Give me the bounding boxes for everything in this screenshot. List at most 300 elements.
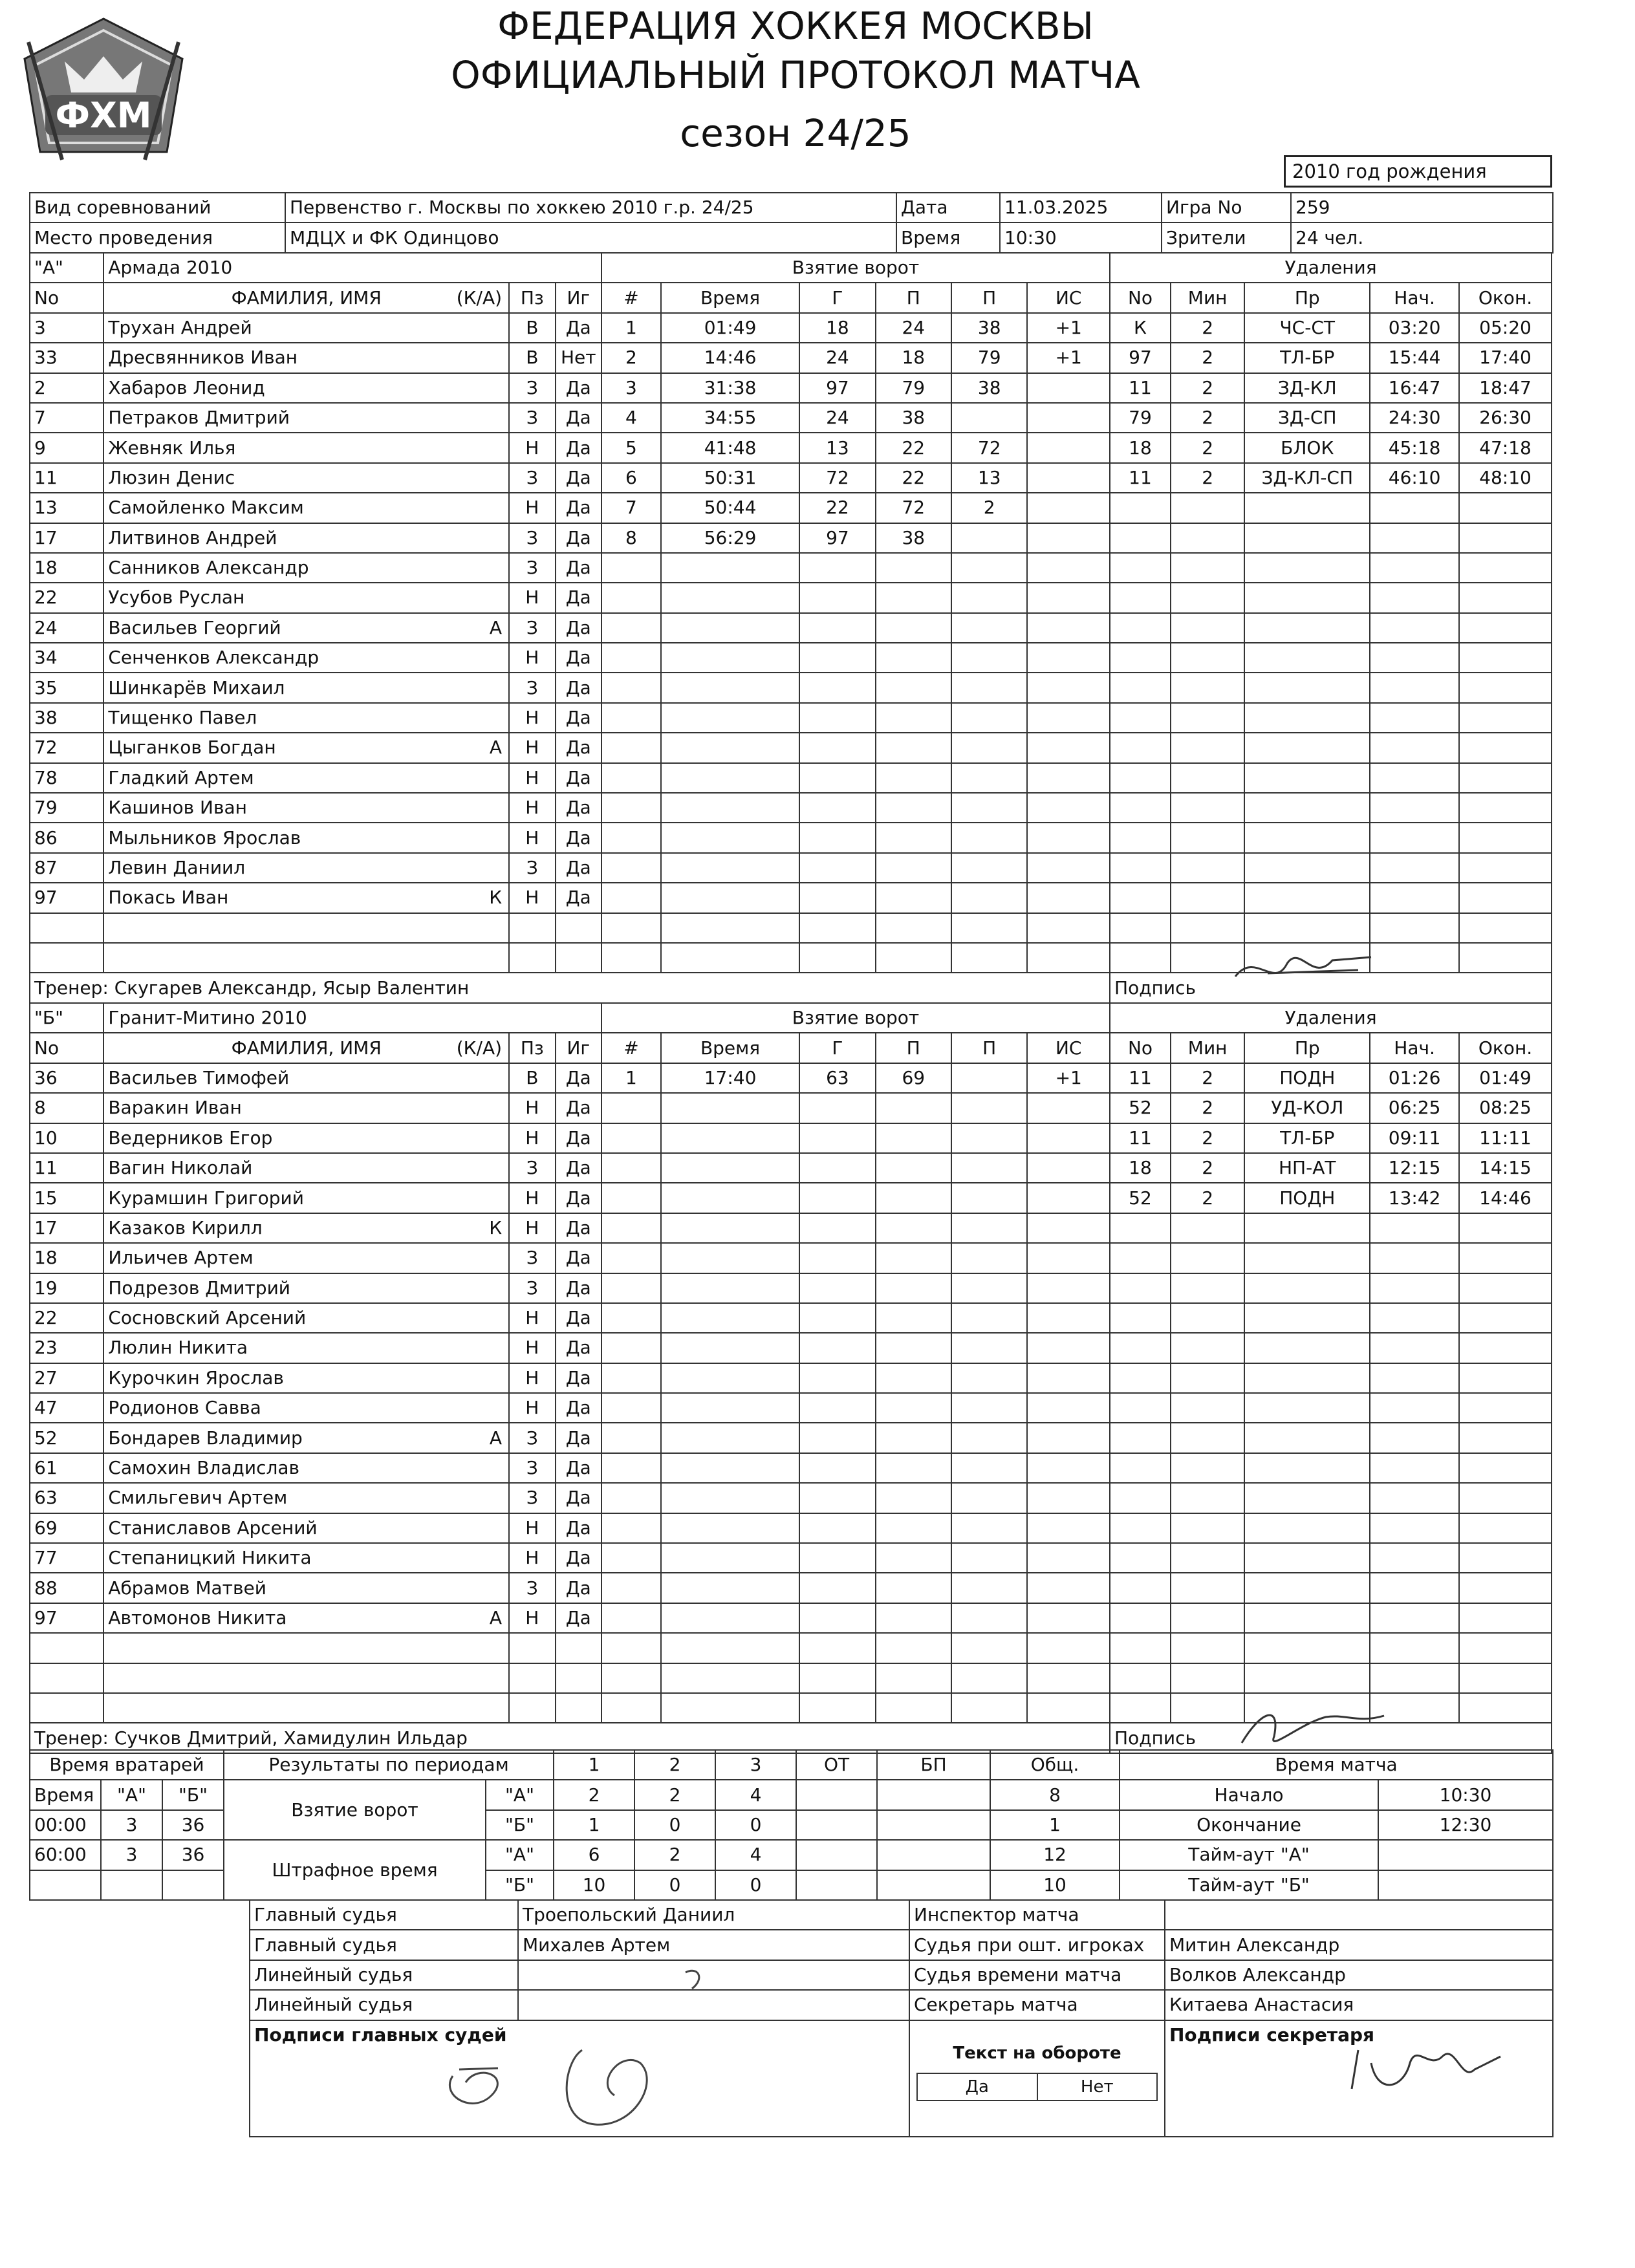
player-name: Автомонов Никита (108, 1607, 287, 1628)
penalty-min (1171, 1573, 1244, 1603)
penalty-min (1171, 823, 1244, 852)
player-name-cell (103, 613, 509, 643)
goal-p1 (876, 1483, 951, 1513)
goal-g (799, 1633, 875, 1663)
player-played: Да (556, 1513, 601, 1543)
goal-n (601, 853, 661, 883)
player-position: З (509, 1243, 555, 1273)
goal-t (661, 1213, 799, 1243)
penalty-e (1459, 1423, 1552, 1453)
goal-p1 (876, 1093, 951, 1123)
goal-p2 (951, 1453, 1027, 1483)
player-name-cell (103, 1663, 509, 1693)
penalty-pr (1244, 1483, 1370, 1513)
goal-g (799, 1153, 875, 1183)
penalty-min: 2 (1171, 463, 1244, 493)
goal-t (661, 1093, 799, 1123)
player-name: Левин Даниил (108, 857, 246, 878)
player-position: Н (509, 1513, 555, 1543)
fhm-logo (19, 16, 188, 168)
end-label: Окончание (1120, 1810, 1378, 1840)
game-value: 259 (1291, 193, 1553, 222)
start-value: 10:30 (1378, 1780, 1553, 1809)
player-played: Да (556, 1393, 601, 1423)
player-number: 34 (30, 643, 103, 673)
goal-g (799, 1393, 875, 1423)
penalty-e (1459, 943, 1552, 973)
player-name: Васильев Георгий (108, 616, 281, 638)
player-name-cell (103, 1153, 509, 1183)
goal-p1 (876, 1513, 951, 1543)
player-name: Курочкин Ярослав (108, 1366, 284, 1388)
player-number: 52 (30, 1423, 103, 1453)
timeout-b-value (1378, 1870, 1553, 1900)
player-name: Хабаров Леонид (108, 376, 265, 398)
inspector-value (1165, 1900, 1553, 1930)
penalty-pr: ПОДН (1244, 1183, 1370, 1213)
player-position: Н (509, 823, 555, 852)
table-row (30, 823, 1552, 852)
player-name: Сосновский Арсений (108, 1307, 307, 1329)
goal-is (1027, 823, 1110, 852)
penalty-pr: БЛОК (1244, 433, 1370, 462)
penalty-s (1370, 1213, 1459, 1243)
player-number: 2 (30, 373, 103, 403)
team-a-table (29, 252, 1552, 1004)
goal-is (1027, 493, 1110, 523)
player-name: Ведерников Егор (108, 1127, 273, 1149)
player-number: 69 (30, 1513, 103, 1543)
goal-p1 (876, 673, 951, 702)
player-name-cell (103, 373, 509, 403)
player-name: Гладкий Артем (108, 766, 254, 788)
penalty-pr (1244, 733, 1370, 762)
penalty-no (1110, 763, 1171, 793)
pen-b-total: 10 (990, 1870, 1120, 1900)
goals-b-total: 1 (990, 1810, 1120, 1840)
player-played: Да (556, 1363, 601, 1393)
timeout-a-label: Тайм-аут "А" (1120, 1840, 1378, 1870)
goal-t: 31:38 (661, 373, 799, 403)
penalty-s (1370, 1633, 1459, 1663)
goal-is (1027, 1603, 1110, 1633)
col-g_num: # (601, 283, 661, 312)
penalty-s (1370, 913, 1459, 943)
player-number: 8 (30, 1093, 103, 1123)
goal-n: 3 (601, 373, 661, 403)
player-position (509, 1663, 555, 1693)
player-played: Да (556, 673, 601, 702)
goal-t: 01:49 (661, 313, 799, 343)
player-position: З (509, 1153, 555, 1183)
penalty-e (1459, 913, 1552, 943)
penalty-pr (1244, 1243, 1370, 1273)
player-played: Да (556, 1243, 601, 1273)
player-played: Да (556, 1183, 601, 1213)
back-text-yes[interactable]: Да (918, 2074, 1038, 2100)
player-role: А (489, 1607, 503, 1628)
goal-p1 (876, 943, 951, 973)
penalty-e: 05:20 (1459, 313, 1552, 343)
goal-p2 (951, 1063, 1027, 1093)
penalty-e (1459, 763, 1552, 793)
goal-p1 (876, 613, 951, 643)
player-number (30, 1663, 103, 1693)
penalty-s (1370, 943, 1459, 973)
player-number: 22 (30, 583, 103, 612)
penalty-e (1459, 733, 1552, 762)
player-played: Да (556, 1093, 601, 1123)
ref-signatures-label: Подписи главных судей (250, 2020, 909, 2137)
goal-g: 63 (799, 1063, 875, 1093)
goal-p2 (951, 643, 1027, 673)
penalty-pr (1244, 1333, 1370, 1363)
player-number: 86 (30, 823, 103, 852)
penalty-no (1110, 1273, 1171, 1303)
player-played: Да (556, 373, 601, 403)
player-name-cell (103, 1333, 509, 1363)
goal-is (1027, 1393, 1110, 1423)
goal-is (1027, 1573, 1110, 1603)
penalty-s (1370, 1423, 1459, 1453)
player-name: Петраков Дмитрий (108, 407, 290, 429)
penalty-min (1171, 763, 1244, 793)
goal-p2 (951, 943, 1027, 973)
penalty-no (1110, 1513, 1171, 1543)
goals-a-p3: 4 (715, 1780, 796, 1809)
table-row (30, 1303, 1552, 1333)
goal-p1 (876, 583, 951, 612)
goal-p2 (951, 823, 1027, 852)
penalty-pr: УД-КОЛ (1244, 1093, 1370, 1123)
goal-p2 (951, 1423, 1027, 1453)
penalty-pr (1244, 553, 1370, 583)
player-position: Н (509, 493, 555, 523)
goal-g (799, 643, 875, 673)
player-name-cell (103, 883, 509, 913)
player-played: Нет (556, 343, 601, 373)
table-row (30, 643, 1552, 673)
player-played: Да (556, 1423, 601, 1453)
penalty-min (1171, 553, 1244, 583)
summary-table (29, 1749, 1554, 1901)
player-played: Да (556, 1573, 601, 1603)
col-ig: Иг (556, 1033, 601, 1063)
penalty-e: 17:40 (1459, 343, 1552, 373)
penalty-no (1110, 883, 1171, 913)
penalty-s: 09:11 (1370, 1123, 1459, 1153)
player-number: 38 (30, 703, 103, 733)
goal-g: 13 (799, 433, 875, 462)
penalty-no (1110, 1363, 1171, 1393)
goal-g (799, 1453, 875, 1483)
penalty-pr (1244, 613, 1370, 643)
col-g_p2: П (951, 283, 1027, 312)
back-text-cell (909, 2020, 1165, 2137)
goal-p2 (951, 1363, 1027, 1393)
goal-t (661, 1543, 799, 1573)
goal-is (1027, 1543, 1110, 1573)
goal-t (661, 1303, 799, 1333)
coach-names: Тренер: Скугарев Александр, Ясыр Валентин (30, 973, 1110, 1002)
goals-title: Взятие ворот (601, 1003, 1110, 1033)
table-row (30, 1123, 1552, 1153)
goal-n (601, 1393, 661, 1423)
goal-p2 (951, 613, 1027, 643)
goal-t (661, 943, 799, 973)
col-ka-label: (К/А) (456, 286, 503, 308)
goal-n (601, 643, 661, 673)
goal-t (661, 703, 799, 733)
goal-p1: 79 (876, 373, 951, 403)
player-name-cell (103, 673, 509, 702)
inspector-label: Инспектор матча (909, 1900, 1165, 1930)
goal-t (661, 613, 799, 643)
goal-p1: 22 (876, 463, 951, 493)
penalty-no (1110, 1573, 1171, 1603)
goal-g (799, 853, 875, 883)
goal-n (601, 583, 661, 612)
coach-sign-area (1244, 1723, 1552, 1753)
goal-t: 56:29 (661, 523, 799, 553)
table-row (30, 1633, 1552, 1663)
goalie-row-2-time: 60:00 (30, 1840, 101, 1870)
penalty-e (1459, 1273, 1552, 1303)
penalty-min (1171, 703, 1244, 733)
player-number: 35 (30, 673, 103, 702)
penalty-no (1110, 1303, 1171, 1333)
goal-t (661, 733, 799, 762)
penalty-pr (1244, 1633, 1370, 1663)
player-name: Подрезов Дмитрий (108, 1277, 290, 1299)
goal-is (1027, 1363, 1110, 1393)
goal-p1: 69 (876, 1063, 951, 1093)
player-played: Да (556, 1153, 601, 1183)
penalty-no (1110, 1213, 1171, 1243)
penalty-e (1459, 1603, 1552, 1633)
penalty-min (1171, 1663, 1244, 1693)
col-name (103, 283, 509, 312)
team-tag: "А" (30, 253, 103, 283)
table-row (30, 1183, 1552, 1213)
penalty-min: 2 (1171, 1153, 1244, 1183)
goal-n (601, 1423, 661, 1453)
birth-year-box: 2010 год рождения (1284, 155, 1552, 188)
player-name-cell (103, 1093, 509, 1123)
penalty-min (1171, 853, 1244, 883)
penalty-e (1459, 1213, 1552, 1243)
player-name: Жевняк Илья (108, 437, 236, 459)
match-time-title: Время матча (1120, 1750, 1553, 1780)
player-number: 78 (30, 763, 103, 793)
goal-n (601, 1453, 661, 1483)
penalty-no (1110, 493, 1171, 523)
goals-a-p2: 2 (634, 1780, 715, 1809)
player-position: Н (509, 1333, 555, 1363)
goal-p2 (951, 1513, 1027, 1543)
goal-p2 (951, 793, 1027, 823)
penalty-s: 03:20 (1370, 313, 1459, 343)
period-results-title: Результаты по периодам (224, 1750, 554, 1780)
col-g_g: Г (799, 1033, 875, 1063)
penalty-s (1370, 673, 1459, 702)
player-name-cell (103, 943, 509, 973)
penalty-pr: НП-АТ (1244, 1153, 1370, 1183)
player-number: 79 (30, 793, 103, 823)
penalty-min (1171, 1513, 1244, 1543)
goal-g (799, 1213, 875, 1243)
penalty-pr (1244, 583, 1370, 612)
penalty-s (1370, 1303, 1459, 1333)
pen-a-p3: 4 (715, 1840, 796, 1870)
player-number: 63 (30, 1483, 103, 1513)
goal-is (1027, 1303, 1110, 1333)
player-number: 87 (30, 853, 103, 883)
goal-n: 1 (601, 1063, 661, 1093)
penalty-min (1171, 1453, 1244, 1483)
penalty-pr: ТЛ-БР (1244, 1123, 1370, 1153)
penalty-min (1171, 1363, 1244, 1393)
coach-sign-label: Подпись (1110, 973, 1244, 1002)
back-text-no[interactable]: Нет (1080, 2077, 1114, 2097)
player-name: Курамшин Григорий (108, 1187, 304, 1209)
date-label: Дата (896, 193, 1000, 222)
start-label: Начало (1120, 1780, 1378, 1809)
penalty-s (1370, 1603, 1459, 1633)
goal-g: 97 (799, 373, 875, 403)
penalty-min: 2 (1171, 433, 1244, 462)
goal-p1 (876, 1393, 951, 1423)
player-position: В (509, 313, 555, 343)
penalty-e: 47:18 (1459, 433, 1552, 462)
goal-is (1027, 613, 1110, 643)
penalty-e (1459, 1333, 1552, 1363)
penalty-min: 2 (1171, 373, 1244, 403)
table-row (30, 1153, 1552, 1183)
player-name: Люлин Никита (108, 1337, 248, 1359)
match-info-table (29, 192, 1554, 254)
goal-is (1027, 1483, 1110, 1513)
penalty-s: 16:47 (1370, 373, 1459, 403)
penalty-s (1370, 703, 1459, 733)
penalty-no (1110, 643, 1171, 673)
goal-t (661, 1633, 799, 1663)
player-position: Н (509, 1603, 555, 1633)
penalty-pr (1244, 1273, 1370, 1303)
goal-t (661, 1513, 799, 1543)
goal-p1 (876, 1333, 951, 1363)
player-number: 11 (30, 463, 103, 493)
player-number: 18 (30, 553, 103, 583)
goal-is (1027, 523, 1110, 553)
title-protocol: ОФИЦИАЛЬНЫЙ ПРОТОКОЛ МАТЧА (451, 53, 1140, 97)
goal-p2 (951, 1573, 1027, 1603)
penalty-min (1171, 1693, 1244, 1723)
player-number: 24 (30, 613, 103, 643)
player-name: Трухан Андрей (108, 316, 252, 338)
penalty-s (1370, 853, 1459, 883)
goal-p1 (876, 1663, 951, 1693)
player-position: З (509, 673, 555, 702)
penalty-no (1110, 1663, 1171, 1693)
goal-is (1027, 853, 1110, 883)
goal-p2: 38 (951, 313, 1027, 343)
goal-p2 (951, 1303, 1027, 1333)
player-number: 88 (30, 1573, 103, 1603)
goal-n (601, 1543, 661, 1573)
pen-a-total: 12 (990, 1840, 1120, 1870)
goal-g (799, 1183, 875, 1213)
goal-is (1027, 1663, 1110, 1693)
penalty-e: 26:30 (1459, 403, 1552, 433)
goal-p1 (876, 703, 951, 733)
penalty-min (1171, 1603, 1244, 1633)
goal-p1 (876, 1453, 951, 1483)
penalty-e (1459, 793, 1552, 823)
penalty-e (1459, 1633, 1552, 1663)
player-number: 23 (30, 1333, 103, 1363)
penalty-e: 48:10 (1459, 463, 1552, 493)
col-name (103, 1033, 509, 1063)
penalty-e: 14:46 (1459, 1183, 1552, 1213)
ref1-label: Главный судья (250, 1900, 518, 1930)
penalty-s: 15:44 (1370, 343, 1459, 373)
goal-p1 (876, 1693, 951, 1723)
penalty-no: 11 (1110, 1063, 1171, 1093)
title-federation: ФЕДЕРАЦИЯ ХОККЕЯ МОСКВЫ (497, 4, 1094, 48)
penalty-e: 08:25 (1459, 1093, 1552, 1123)
goal-t: 17:40 (661, 1063, 799, 1093)
goal-n (601, 703, 661, 733)
player-name-cell (103, 1423, 509, 1453)
goal-is (1027, 1423, 1110, 1453)
goal-t (661, 1273, 799, 1303)
player-name-cell (103, 793, 509, 823)
penalty-e (1459, 523, 1552, 553)
penalty-e (1459, 823, 1552, 852)
table-row (30, 943, 1552, 973)
penalty-min (1171, 1423, 1244, 1453)
player-name: Тищенко Павел (108, 707, 257, 729)
penalty-no (1110, 583, 1171, 612)
back-text-label: Текст на обороте (953, 2043, 1121, 2063)
penalty-s (1370, 1513, 1459, 1543)
pen-row-a-label: "А" (486, 1840, 554, 1870)
goal-g (799, 733, 875, 762)
coach-sign-area (1244, 973, 1552, 1002)
goal-p1 (876, 1573, 951, 1603)
goal-g: 18 (799, 313, 875, 343)
pen-a-p2: 2 (634, 1840, 715, 1870)
goal-g (799, 913, 875, 943)
goal-g: 72 (799, 463, 875, 493)
player-name-cell (103, 763, 509, 793)
player-name-cell (103, 913, 509, 943)
col-ig: Иг (556, 283, 601, 312)
col-g_num: # (601, 1033, 661, 1063)
penalty-s: 12:15 (1370, 1153, 1459, 1183)
penalty-e (1459, 703, 1552, 733)
penalty-pr (1244, 493, 1370, 523)
goal-p1: 72 (876, 493, 951, 523)
penalty-e (1459, 1363, 1552, 1393)
goalie-a-col: "А" (101, 1780, 162, 1809)
penalty-no (1110, 793, 1171, 823)
col-g_p1: П (876, 283, 951, 312)
goal-g (799, 553, 875, 583)
ref2-label: Главный судья (250, 1930, 518, 1960)
goal-p1 (876, 793, 951, 823)
